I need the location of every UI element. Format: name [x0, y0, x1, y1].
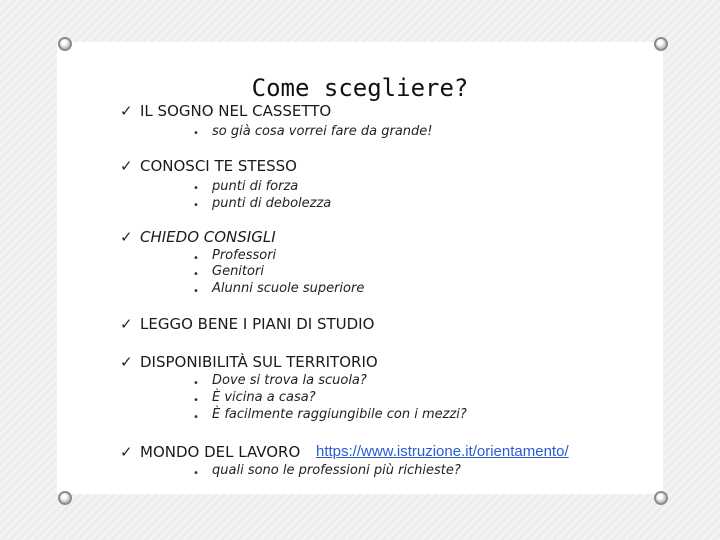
slide-title: Come scegliere?	[251, 74, 469, 102]
list-item: Professori	[212, 248, 277, 263]
bullet-icon: •	[193, 395, 199, 406]
check-icon: ✓	[120, 443, 133, 461]
pin-icon	[58, 37, 72, 51]
section-heading: IL SOGNO NEL CASSETTO	[140, 102, 332, 120]
bullet-icon: •	[193, 128, 199, 139]
list-item: È facilmente raggiungibile con i mezzi?	[212, 407, 467, 422]
section-heading: DISPONIBILITÀ SUL TERRITORIO	[140, 353, 378, 371]
orientamento-link[interactable]: https://www.istruzione.it/orientamento/	[316, 443, 569, 460]
pin-icon	[654, 491, 668, 505]
bullet-icon: •	[193, 253, 199, 264]
pin-icon	[58, 491, 72, 505]
list-item: punti di forza	[212, 179, 299, 194]
check-icon: ✓	[120, 353, 133, 371]
section-heading: MONDO DEL LAVORO	[140, 443, 301, 461]
list-item: Alunni scuole superiore	[212, 281, 365, 296]
bullet-icon: •	[193, 468, 199, 479]
bullet-icon: •	[193, 378, 199, 389]
bullet-icon: •	[193, 412, 199, 423]
section-heading: LEGGO BENE I PIANI DI STUDIO	[140, 315, 375, 333]
check-icon: ✓	[120, 315, 133, 333]
bullet-icon: •	[193, 183, 199, 194]
list-item: Genitori	[212, 264, 264, 279]
bullet-icon: •	[193, 286, 199, 297]
list-item: Dove si trova la scuola?	[212, 373, 367, 388]
pin-icon	[654, 37, 668, 51]
list-item: punti di debolezza	[212, 196, 332, 211]
list-item: so già cosa vorrei fare da grande!	[212, 124, 433, 139]
check-icon: ✓	[120, 102, 133, 120]
check-icon: ✓	[120, 157, 133, 175]
section-heading: CONOSCI TE STESSO	[140, 157, 297, 175]
section-heading: CHIEDO CONSIGLI	[140, 228, 276, 246]
bullet-icon: •	[193, 269, 199, 280]
check-icon: ✓	[120, 228, 133, 246]
bullet-icon: •	[193, 200, 199, 211]
list-item: È vicina a casa?	[212, 390, 316, 405]
list-item: quali sono le professioni più richieste?	[212, 463, 461, 478]
